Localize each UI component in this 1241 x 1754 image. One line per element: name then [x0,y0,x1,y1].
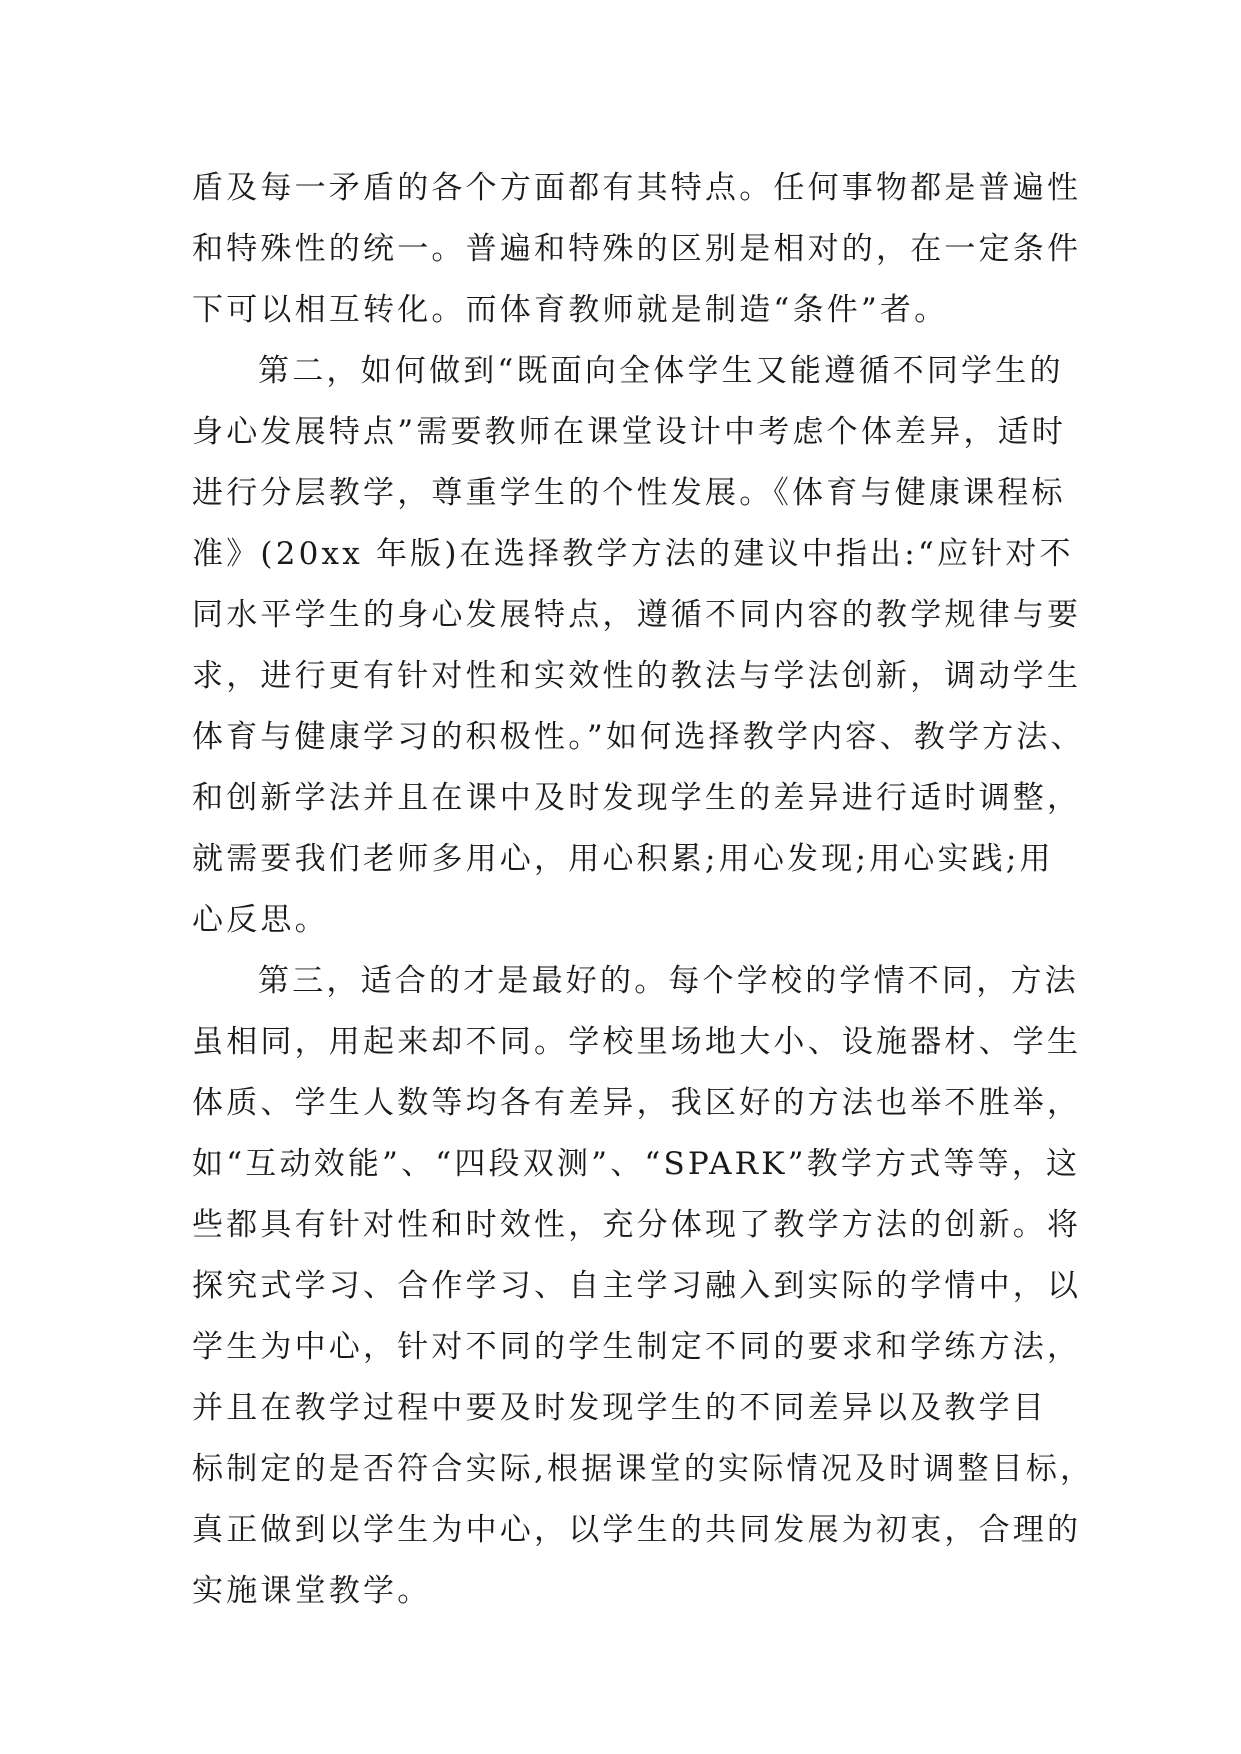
text-line: 体育与健康学习的积极性。”如何选择教学内容、教学方法、 [192,719,1085,755]
text-line: 如“互动效能”、“四段双测”、“SPARK”教学方式等等，这 [192,1146,1081,1182]
text-line: 同水平学生的身心发展特点，遵循不同内容的教学规律与要 [192,597,1082,633]
text-line: 并且在教学过程中要及时发现学生的不同差异以及教学目 [192,1390,1047,1426]
text-line: 进行分层教学，尊重学生的个性发展。《体育与健康课程标 [192,475,1066,511]
text-line: 就需要我们老师多用心，用心积累;用心发现;用心实践;用 [192,841,1054,877]
text-line: 盾及每一矛盾的各个方面都有其特点。任何事物都是普遍性 [192,170,1082,206]
text-line: 体质、学生人数等均各有差异，我区好的方法也举不胜举， [192,1085,1082,1121]
text-line: 虽相同，用起来却不同。学校里场地大小、设施器材、学生 [192,1024,1082,1060]
text-line: 学生为中心，针对不同的学生制定不同的要求和学练方法， [192,1329,1082,1365]
text-line: 真正做到以学生为中心，以学生的共同发展为初衷，合理的 [192,1512,1082,1548]
paragraph-start-line: 第二，如何做到“既面向全体学生又能遵循不同学生的 [258,353,1064,389]
text-line: 下可以相互转化。而体育教师就是制造“条件”者。 [192,292,949,328]
body-text [192,158,1095,1622]
text-line: 心反思。 [192,902,329,938]
text-line: 实施课堂教学。 [192,1573,432,1609]
paragraph-start-line: 第三，适合的才是最好的。每个学校的学情不同，方法 [258,963,1079,999]
text-line: 探究式学习、合作学习、自主学习融入到实际的学情中，以 [192,1268,1082,1304]
text-line: 和创新学法并且在课中及时发现学生的差异进行适时调整， [192,780,1082,816]
text-line: 标制定的是否符合实际,根据课堂的实际情况及时调整目标， [192,1451,1095,1487]
text-line: 准》(20xx 年版)在选择教学方法的建议中指出:“应针对不 [192,536,1074,572]
text-line: 和特殊性的统一。普遍和特殊的区别是相对的，在一定条件 [192,231,1082,267]
text-line: 身心发展特点”需要教师在课堂设计中考虑个体差异，适时 [192,414,1067,450]
text-line: 些都具有针对性和时效性，充分体现了教学方法的创新。将 [192,1207,1082,1243]
text-line: 求，进行更有针对性和实效性的教法与学法创新，调动学生 [192,658,1082,694]
